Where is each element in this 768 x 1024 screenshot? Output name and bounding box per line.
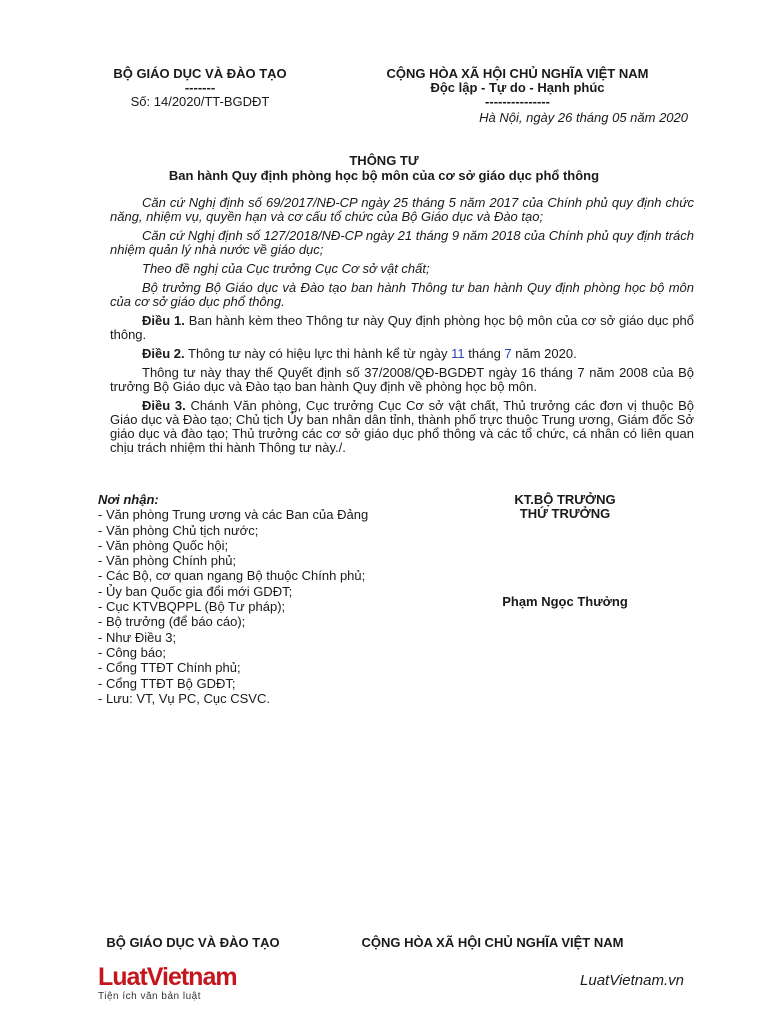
- article-2-label: Điều 2.: [142, 346, 185, 361]
- article-3-text: Chánh Văn phòng, Cục trưởng Cục Cơ sở vật chất, Thủ trưởng các đơn vị thuộc Bộ Giáo dục và Đào tạo; Chủ tịch Ủy ban nhân dân tỉnh, thành phố trực thuộc Trung ương, Giám đốc Sở giáo dục và đào tạo; Thủ trưởng các cơ sở giáo dục phổ thông và các tổ chức, cá nhân có liên quan chịu trách nhiệm thi hành Thông tư này./.: [110, 398, 695, 455]
- footer-nation: CỘNG HÒA XÃ HỘI CHỦ NGHĨA VIỆT NAM: [361, 935, 624, 950]
- article-2-text-mid: tháng: [464, 346, 505, 361]
- document-number: Số: 14/2020/TT-BGDĐT: [130, 94, 270, 109]
- footer-ministry: BỘ GIÁO DỤC VÀ ĐÀO TẠO: [106, 935, 280, 950]
- logo-tagline: Tiện ích văn bản luật: [98, 991, 201, 1002]
- document-type: THÔNG TƯ: [349, 153, 419, 168]
- list-item: - Văn phòng Chính phủ;: [98, 553, 237, 569]
- article-3-label: Điều 3.: [142, 398, 186, 413]
- list-item: - Như Điều 3;: [98, 629, 177, 645]
- document-title: [100, 153, 668, 183]
- luatvietnam-logo[interactable]: [98, 964, 237, 1002]
- preamble-1: Căn cứ Nghị định số 69/2017/NĐ-CP ngày 25 tháng 5 năm 2017 của Chính phủ quy định chức năng, nhiệm vụ, quyền hạn và cơ cấu tổ chức của Bộ Giáo dục và Đào tạo;: [110, 195, 694, 224]
- logo-part-1: Luat: [98, 963, 147, 991]
- effective-day: 11: [451, 346, 465, 361]
- list-item: - Công báo;: [98, 644, 166, 660]
- article-1-text: Ban hành kèm theo Thông tư này Quy định phòng học bộ môn của cơ sở giáo dục phổ thông.: [110, 313, 695, 342]
- signer-role-2: THỨ TRƯỞNG: [519, 506, 611, 521]
- article-2-text-pre: Thông tư này có hiệu lực thi hành kể từ ngày: [184, 346, 452, 361]
- article-2-text-post: năm 2020.: [511, 346, 577, 361]
- list-item: - Các Bộ, cơ quan ngang Bộ thuộc Chính phủ;: [98, 568, 366, 584]
- preamble-2: Căn cứ Nghị định số 127/2018/NĐ-CP ngày 21 tháng 9 năm 2018 của Chính phủ quy định trách nhiệm quản lý nhà nước về giáo dục;: [110, 228, 694, 257]
- place-date: Hà Nội, ngày 26 tháng 05 năm 2020: [479, 110, 688, 125]
- signer-role-1: KT.BỘ TRƯỞNG: [514, 492, 616, 507]
- signer-name: Phạm Ngọc Thưởng: [502, 594, 628, 609]
- logo-part-2: Vietnam: [146, 963, 237, 991]
- preamble-3: Theo đề nghị của Cục trưởng Cục Cơ sở vật chất;: [142, 261, 430, 276]
- article-3: [110, 399, 694, 455]
- list-item: - Lưu: VT, Vụ PC, Cục CSVC.: [98, 690, 270, 706]
- header-nation-block: [345, 67, 690, 109]
- list-item: - Cục KTVBQPPL (Bộ Tư pháp);: [98, 599, 286, 615]
- list-item: - Cổng TTĐT Bộ GDĐT;: [98, 675, 236, 691]
- effective-month: 7: [504, 346, 512, 361]
- national-motto: Độc lập - Tự do - Hạnh phúc: [430, 80, 605, 95]
- header-ministry-block: [90, 67, 310, 109]
- signature-block: [460, 493, 670, 521]
- list-item: - Văn phòng Quốc hội;: [98, 537, 229, 553]
- document-subject: Ban hành Quy định phòng học bộ môn của cơ sở giáo dục phổ thông: [168, 168, 600, 183]
- ministry-name: BỘ GIÁO DỤC VÀ ĐÀO TẠO: [113, 66, 287, 81]
- article-1-label: Điều 1.: [142, 313, 185, 328]
- ministry-rule: -------: [184, 80, 216, 95]
- article-1: [110, 314, 694, 342]
- nation-name: CỘNG HÒA XÃ HỘI CHỦ NGHĨA VIỆT NAM: [386, 66, 649, 81]
- list-item: - Cổng TTĐT Chính phủ;: [98, 660, 241, 676]
- recipients-list: [98, 492, 368, 706]
- recipients-heading: Nơi nhận:: [98, 492, 159, 507]
- site-link[interactable]: LuatVietnam.vn: [580, 972, 684, 989]
- list-item: - Văn phòng Trung ương và các Ban của Đảng: [98, 507, 369, 523]
- article-2: [110, 347, 694, 361]
- document-body: [110, 196, 694, 460]
- list-item: - Ủy ban Quốc gia đổi mới GDĐT;: [98, 583, 293, 599]
- logo-wordmark: [98, 964, 237, 990]
- list-item: - Bộ trưởng (để báo cáo);: [98, 614, 246, 630]
- list-item: - Văn phòng Chủ tịch nước;: [98, 522, 259, 538]
- article-2-replace: Thông tư này thay thế Quyết định số 37/2008/QĐ-BGDĐT ngày 16 tháng 7 năm 2008 của Bộ trưởng Bộ Giáo dục và Đào tạo ban hành Quy định về phòng học bộ môn.: [110, 365, 694, 394]
- motto-rule: ---------------: [485, 94, 550, 109]
- preamble-4: Bộ trưởng Bộ Giáo dục và Đào tạo ban hành Thông tư ban hành Quy định phòng học bộ môn của cơ sở giáo dục phổ thông.: [110, 280, 694, 309]
